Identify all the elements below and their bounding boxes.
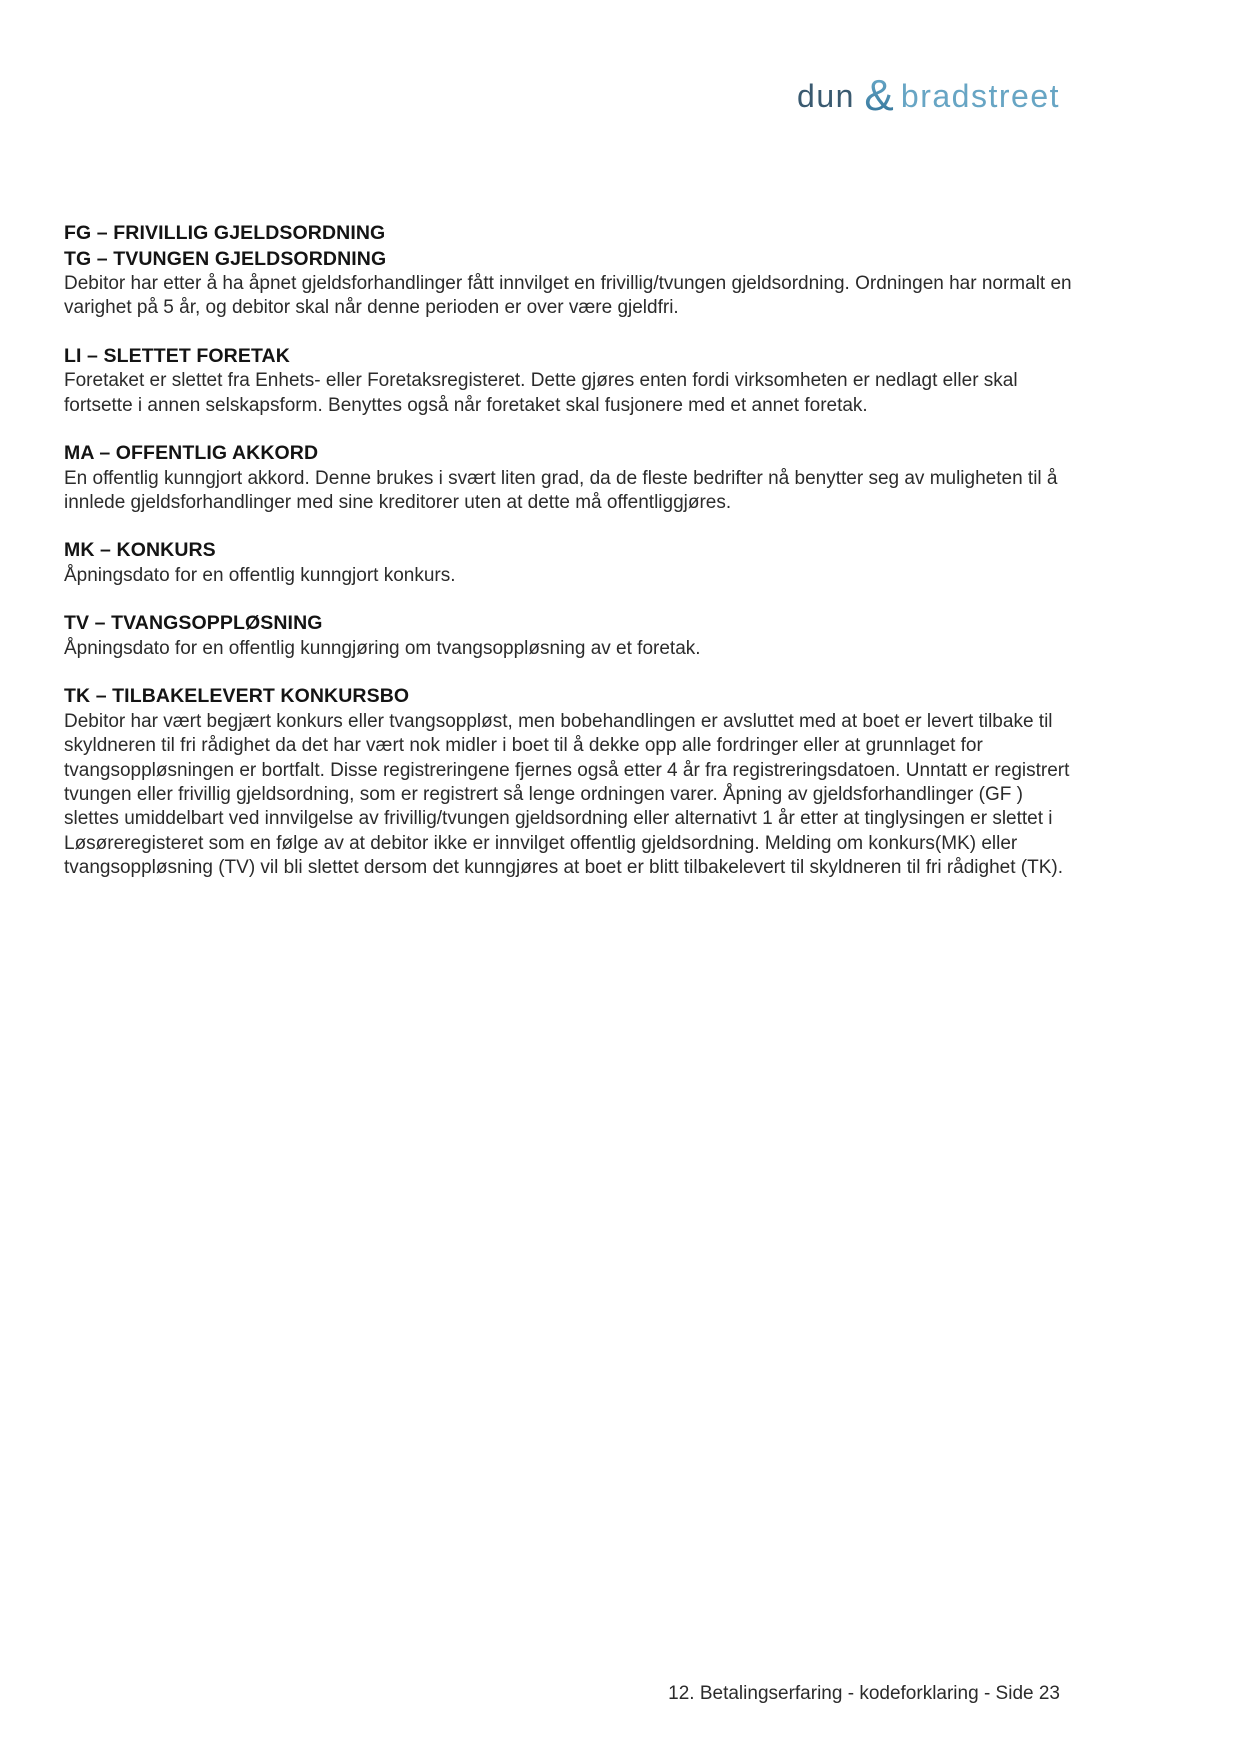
section-heading-ma: MA – OFFENTLIG AKKORD [64,442,319,465]
section-heading-li: LI – SLETTET FORETAK [64,344,290,367]
section-body-fg-tg: Debitor har etter å ha åpnet gjeldsforhandlinger fått innvilget en frivillig/tvungen gjeldsordning. Ordningen har normalt en varighet på 5 år, og debitor skal når denne perioden er over være gjeldfri. [64,273,1072,319]
logo-word-dun: dun [797,78,855,114]
section-body-li: Foretaket er slettet fra Enhets- eller Foretaksregisteret. Dette gjøres enten fordi virksomheten er nedlagt eller skal fortsette i annen selskapsform. Benyttes også når foretaket skal fusjonere med et annet foretak. [64,370,1018,416]
section-fg-tg [64,221,1076,321]
section-body-ma: En offentlig kunngjort akkord. Denne brukes i svært liten grad, da de fleste bedrifter nå benytter seg av muligheten til å innlede gjeldsforhandlinger med sine kreditorer uten at dette må offentliggjøres. [64,467,1058,514]
section-tv [64,611,1076,661]
document-content [64,221,1076,904]
ampersand-icon [858,72,900,118]
dun-bradstreet-logo [797,72,1060,120]
section-tk [64,684,1076,880]
section-li [64,344,1076,418]
section-body-tk: Debitor har vært begjært konkurs eller tvangsoppløst, men bobehandlingen er avsluttet med at boet er levert tilbake til skyldneren til fri rådighet da det har vært nok midler i boet til å dekke opp alle fordringer eller at grunnlaget for tvangsoppløsningen er bortfalt. Disse registreringene fjernes også etter 4 år fra registreringsdatoen. Unntatt er registrert tvungen eller frivillig gjeldsordning, som er registrert så lenge ordningen varer. Åpning av gjeldsforhandlinger (GF ) slettes umiddelbart ved innvilgelse av frivillig/tvungen gjeldsordning eller alternativt 1 år etter at tinglysingen er slettet i Løsøreregisteret som en følge av at debitor ikke er innvilget offentlig gjeldsordning. Melding om konkurs(MK) eller tvangsoppløsning (TV) vil bli slettet dersom det kunngjøres at boet er blitt tilbakelevert til skyldneren til fri rådighet (TK). [64,710,1070,879]
section-mk [64,538,1076,588]
section-heading-tk: TK – TILBAKELEVERT KONKURSBO [64,685,410,708]
section-heading-tg: TG – TVUNGEN GJELDSORDNING [64,247,387,270]
section-body-mk: Åpningsdato for en offentlig kunngjort konkurs. [64,564,456,586]
svg-text:&: & [864,72,894,118]
section-heading-fg: FG – FRIVILLIG GJELDSORDNING [64,222,386,244]
section-ma [64,441,1076,515]
section-heading-mk: MK – KONKURS [64,539,216,562]
page-footer: 12. Betalingserfaring - kodeforklaring - Side 23 [668,1683,1060,1704]
logo-word-bradstreet: bradstreet [900,78,1060,114]
section-heading-tv: TV – TVANGSOPPLØSNING [64,612,323,635]
section-body-tv: Åpningsdato for en offentlig kunngjøring om tvangsoppløsning av et foretak. [64,637,701,659]
